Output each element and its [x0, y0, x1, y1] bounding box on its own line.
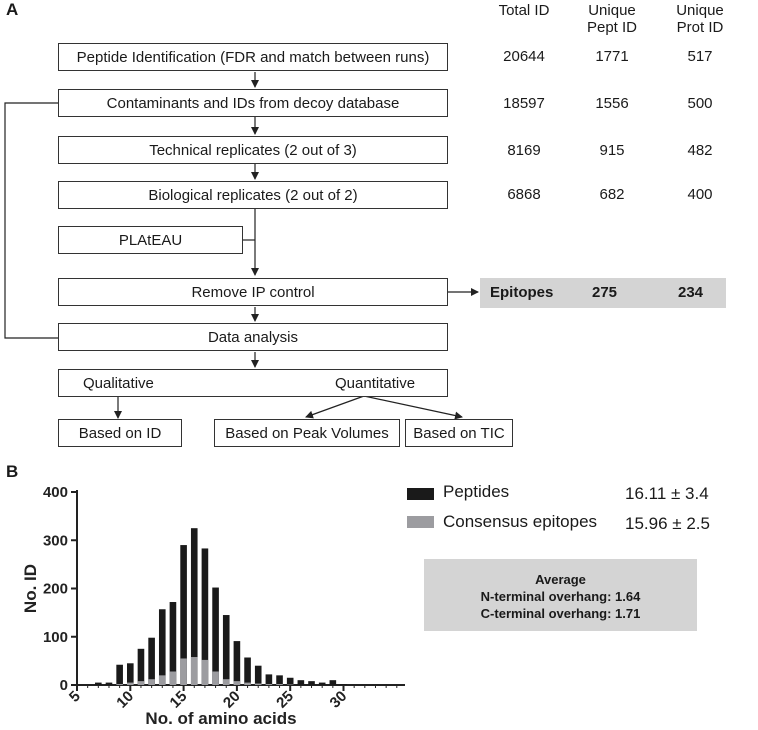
bar-consensus-epitopes — [212, 671, 219, 685]
bar-consensus-epitopes — [276, 684, 283, 685]
step2-pept: 1556 — [595, 95, 629, 112]
y-tick-label: 100 — [42, 628, 68, 646]
col-unique-pept-line2: Pept ID — [586, 19, 638, 36]
panel-b-label: B — [6, 462, 19, 481]
bar-consensus-epitopes — [191, 657, 198, 685]
x-tick-label: 15 — [166, 687, 191, 712]
epitopes-pept: 275 — [592, 284, 618, 301]
step3-total: 8169 — [507, 142, 541, 159]
step4-pept: 682 — [599, 186, 625, 203]
epitopes-prot: 234 — [678, 284, 704, 301]
bar-peptides — [244, 657, 251, 685]
bar-peptides — [319, 683, 326, 685]
step3-prot: 482 — [687, 142, 713, 159]
y-tick-label: 400 — [42, 484, 68, 501]
bar-peptides — [223, 615, 230, 685]
based-on-peak-volumes: Based on Peak Volumes — [214, 419, 400, 447]
col-unique-prot-line1: Unique — [676, 2, 724, 19]
bar-consensus-epitopes — [223, 679, 230, 685]
average-overhang-box — [424, 559, 697, 631]
bar-consensus-epitopes — [244, 683, 251, 685]
bar-peptides — [340, 684, 347, 685]
bar-peptides — [255, 666, 262, 685]
length-histogram — [0, 470, 410, 730]
bar-consensus-epitopes — [159, 675, 166, 685]
bar-consensus-epitopes — [234, 681, 241, 685]
plateau-box: PLAtEAU — [58, 226, 243, 254]
legend-epitopes-value: 15.96 ± 2.5 — [625, 514, 710, 533]
step1-prot: 517 — [687, 48, 713, 65]
data-analysis: Data analysis — [58, 323, 448, 351]
epitopes-summary — [480, 278, 726, 308]
remove-ip-control: Remove IP control — [58, 278, 448, 306]
average-n-terminal: N-terminal overhang: 1.64 — [480, 589, 641, 604]
bar-peptides — [308, 681, 315, 685]
bar-peptides — [159, 609, 166, 685]
average-title: Average — [535, 572, 586, 587]
based-on-tic: Based on TIC — [405, 419, 513, 447]
legend-peptides-value: 16.11 ± 3.4 — [625, 484, 709, 503]
x-tick-label: 20 — [219, 687, 244, 712]
bar-peptides — [234, 641, 241, 685]
x-axis-label: No. of amino acids — [145, 709, 297, 728]
bar-peptides — [266, 674, 273, 685]
step2-total: 18597 — [503, 95, 545, 112]
step4-prot: 400 — [687, 186, 713, 203]
step1-pept: 1771 — [595, 48, 629, 65]
bar-consensus-epitopes — [138, 681, 145, 685]
y-tick-label: 200 — [42, 580, 68, 598]
step4-total: 6868 — [507, 186, 541, 203]
bar-peptides — [95, 683, 102, 685]
y-axis-label: No. ID — [21, 563, 40, 614]
bar-consensus-epitopes — [170, 671, 177, 685]
step2-prot: 500 — [687, 95, 713, 112]
analysis-split-box — [58, 369, 448, 397]
step-technical-replicates: Technical replicates (2 out of 3) — [58, 136, 448, 164]
col-unique-pept-line1: Unique — [588, 2, 636, 19]
based-on-id: Based on ID — [58, 419, 182, 447]
step-peptide-identification: Peptide Identification (FDR and match between runs) — [58, 43, 448, 71]
y-tick-label: 300 — [42, 532, 68, 550]
bar-consensus-epitopes — [266, 684, 273, 685]
bar-consensus-epitopes — [202, 660, 209, 685]
x-tick-label: 5 — [65, 687, 84, 706]
step3-pept: 915 — [599, 142, 625, 159]
histogram-plot-area — [21, 484, 405, 728]
arrow-to-peak-volumes — [306, 396, 364, 417]
bar-peptides — [276, 675, 283, 685]
bar-peptides — [138, 649, 145, 685]
bar-peptides — [287, 678, 294, 685]
step-contaminants: Contaminants and IDs from decoy database — [58, 89, 448, 117]
legend-swatch-epitopes — [407, 516, 434, 528]
y-tick-label: 0 — [59, 677, 68, 694]
step-biological-replicates: Biological replicates (2 out of 2) — [58, 181, 448, 209]
bar-consensus-epitopes — [148, 679, 155, 685]
x-tick-label: 30 — [326, 687, 351, 712]
quantitative-label: Quantitative — [335, 374, 416, 392]
bypass-line — [5, 103, 58, 338]
legend-epitopes-label: Consensus epitopes — [443, 512, 598, 531]
bar-peptides — [298, 680, 305, 685]
bar-consensus-epitopes — [116, 684, 123, 685]
bar-consensus-epitopes — [180, 658, 187, 685]
legend-peptides-label: Peptides — [443, 482, 510, 501]
bar-peptides — [212, 588, 219, 685]
average-c-terminal: C-terminal overhang: 1.71 — [480, 606, 641, 621]
step1-total: 20644 — [503, 48, 545, 65]
legend-swatch-peptides — [407, 488, 434, 500]
bar-peptides — [330, 680, 337, 685]
qualitative-label: Qualitative — [83, 374, 154, 392]
epitopes-label: Epitopes — [490, 284, 554, 301]
bar-consensus-epitopes — [255, 684, 262, 685]
col-unique-prot-line2: Prot ID — [676, 19, 724, 36]
panel-a-label: A — [6, 0, 19, 19]
x-tick-label: 25 — [273, 687, 298, 712]
bar-peptides — [148, 638, 155, 685]
x-tick-label: 10 — [113, 687, 138, 712]
arrow-to-tic — [364, 396, 462, 417]
bar-consensus-epitopes — [127, 683, 134, 685]
bar-peptides — [127, 663, 134, 685]
bar-peptides — [116, 665, 123, 685]
col-total-id: Total ID — [498, 2, 550, 19]
bar-peptides — [106, 683, 113, 685]
